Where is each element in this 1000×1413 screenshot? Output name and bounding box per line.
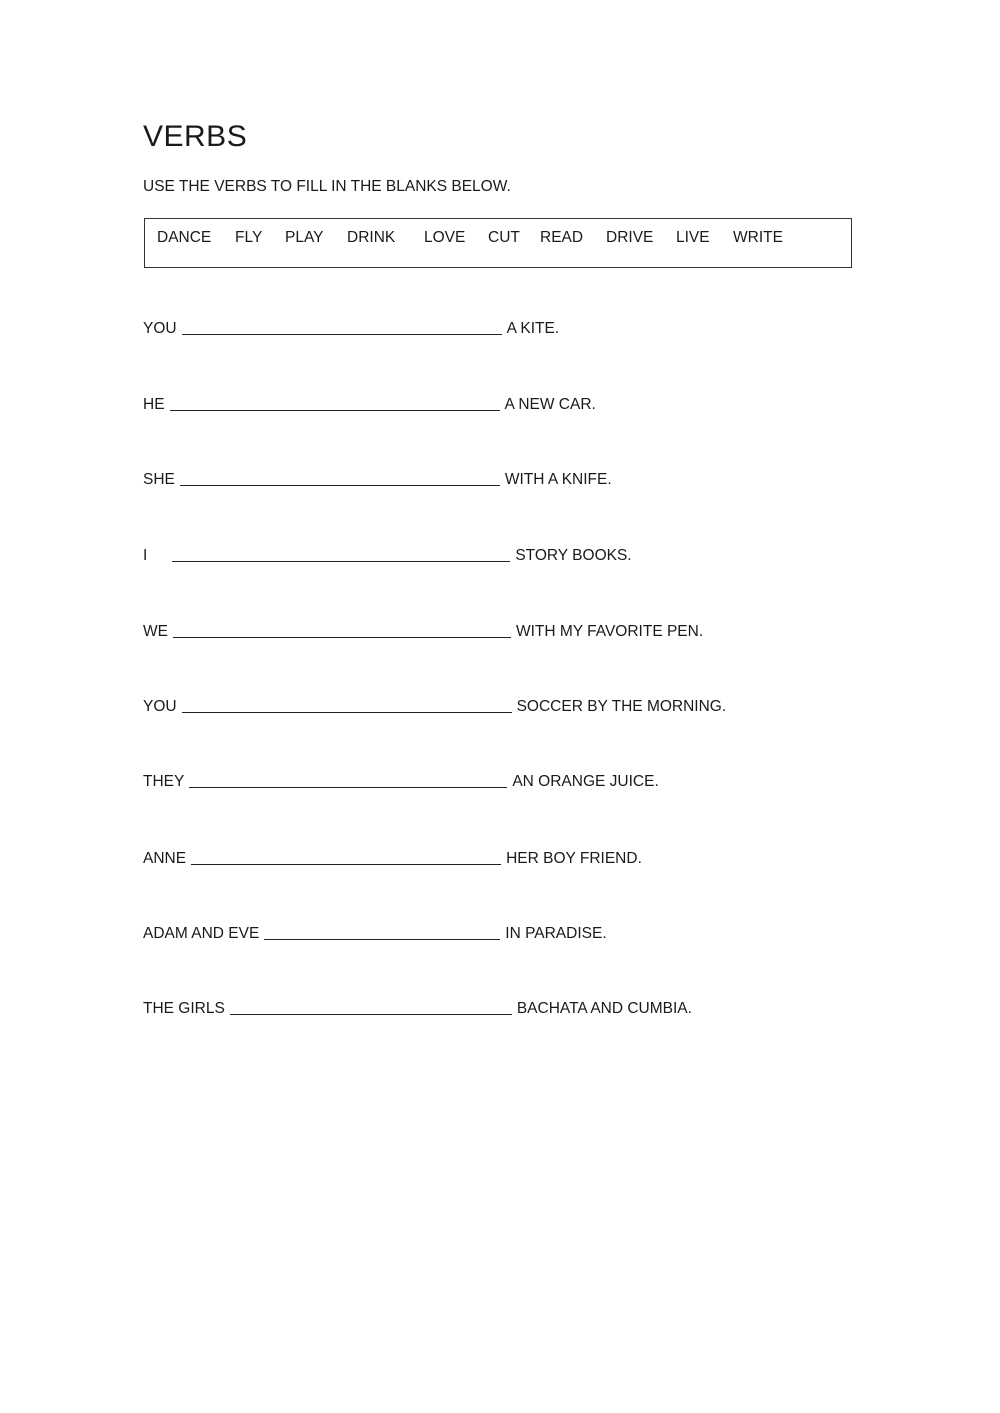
- sentence-row: [143, 469, 612, 489]
- sentence-subject: YOU: [143, 698, 177, 715]
- sentence-subject: HE: [143, 396, 165, 413]
- answer-blank[interactable]: [173, 623, 511, 638]
- answer-blank[interactable]: [180, 471, 500, 486]
- answer-blank[interactable]: [170, 396, 500, 411]
- answer-blank[interactable]: [182, 320, 502, 335]
- word-bank-item: CUT: [488, 229, 520, 246]
- answer-blank[interactable]: [172, 547, 510, 562]
- sentence-ending: IN PARADISE.: [505, 925, 607, 942]
- word-bank-item: LOVE: [424, 229, 466, 246]
- word-bank-item: LIVE: [676, 229, 710, 246]
- word-bank-item: DRIVE: [606, 229, 654, 246]
- sentence-subject: ADAM AND EVE: [143, 925, 260, 942]
- sentence-row: [143, 848, 642, 868]
- sentence-ending: A NEW CAR.: [504, 396, 596, 413]
- sentence-ending: HER BOY FRIEND.: [506, 850, 642, 867]
- sentence-row: [143, 318, 559, 338]
- sentence-row: [143, 696, 726, 716]
- word-bank-item: DRINK: [347, 229, 396, 246]
- answer-blank[interactable]: [182, 698, 512, 713]
- word-bank-item: FLY: [235, 229, 263, 246]
- sentence-ending: BACHATA AND CUMBIA.: [516, 1000, 692, 1017]
- sentence-subject: SHE: [143, 471, 175, 488]
- sentence-subject: YOU: [143, 320, 177, 337]
- sentence-row: [143, 621, 703, 641]
- sentence-ending: A KITE.: [506, 320, 560, 337]
- sentence-row: [143, 771, 659, 791]
- sentence-subject: WE: [143, 623, 168, 640]
- sentence-subject: ANNE: [143, 850, 187, 867]
- word-bank-item: DANCE: [157, 229, 212, 246]
- answer-blank[interactable]: [264, 925, 500, 940]
- sentence-ending: STORY BOOKS.: [515, 547, 632, 564]
- page-title: VERBS: [143, 120, 248, 153]
- sentence-row: [143, 394, 596, 414]
- word-bank-item: WRITE: [733, 229, 783, 246]
- sentence-ending: AN ORANGE JUICE.: [512, 773, 659, 790]
- sentence-row: [143, 998, 692, 1018]
- sentence-ending: WITH A KNIFE.: [504, 471, 612, 488]
- sentence-row: [143, 923, 607, 943]
- answer-blank[interactable]: [230, 1000, 512, 1015]
- instruction-text: USE THE VERBS TO FILL IN THE BLANKS BELOW.: [143, 178, 511, 195]
- sentence-subject: THE GIRLS: [143, 1000, 225, 1017]
- answer-blank[interactable]: [189, 773, 507, 788]
- word-bank-item: READ: [540, 229, 584, 246]
- sentence-ending: WITH MY FAVORITE PEN.: [515, 623, 704, 640]
- answer-blank[interactable]: [191, 850, 501, 865]
- word-bank-item: PLAY: [285, 229, 324, 246]
- sentence-row: [143, 545, 632, 565]
- sentence-subject: THEY: [143, 773, 185, 790]
- sentence-ending: SOCCER BY THE MORNING.: [516, 698, 727, 715]
- word-bank: [144, 218, 852, 268]
- sentence-subject: I: [143, 547, 148, 564]
